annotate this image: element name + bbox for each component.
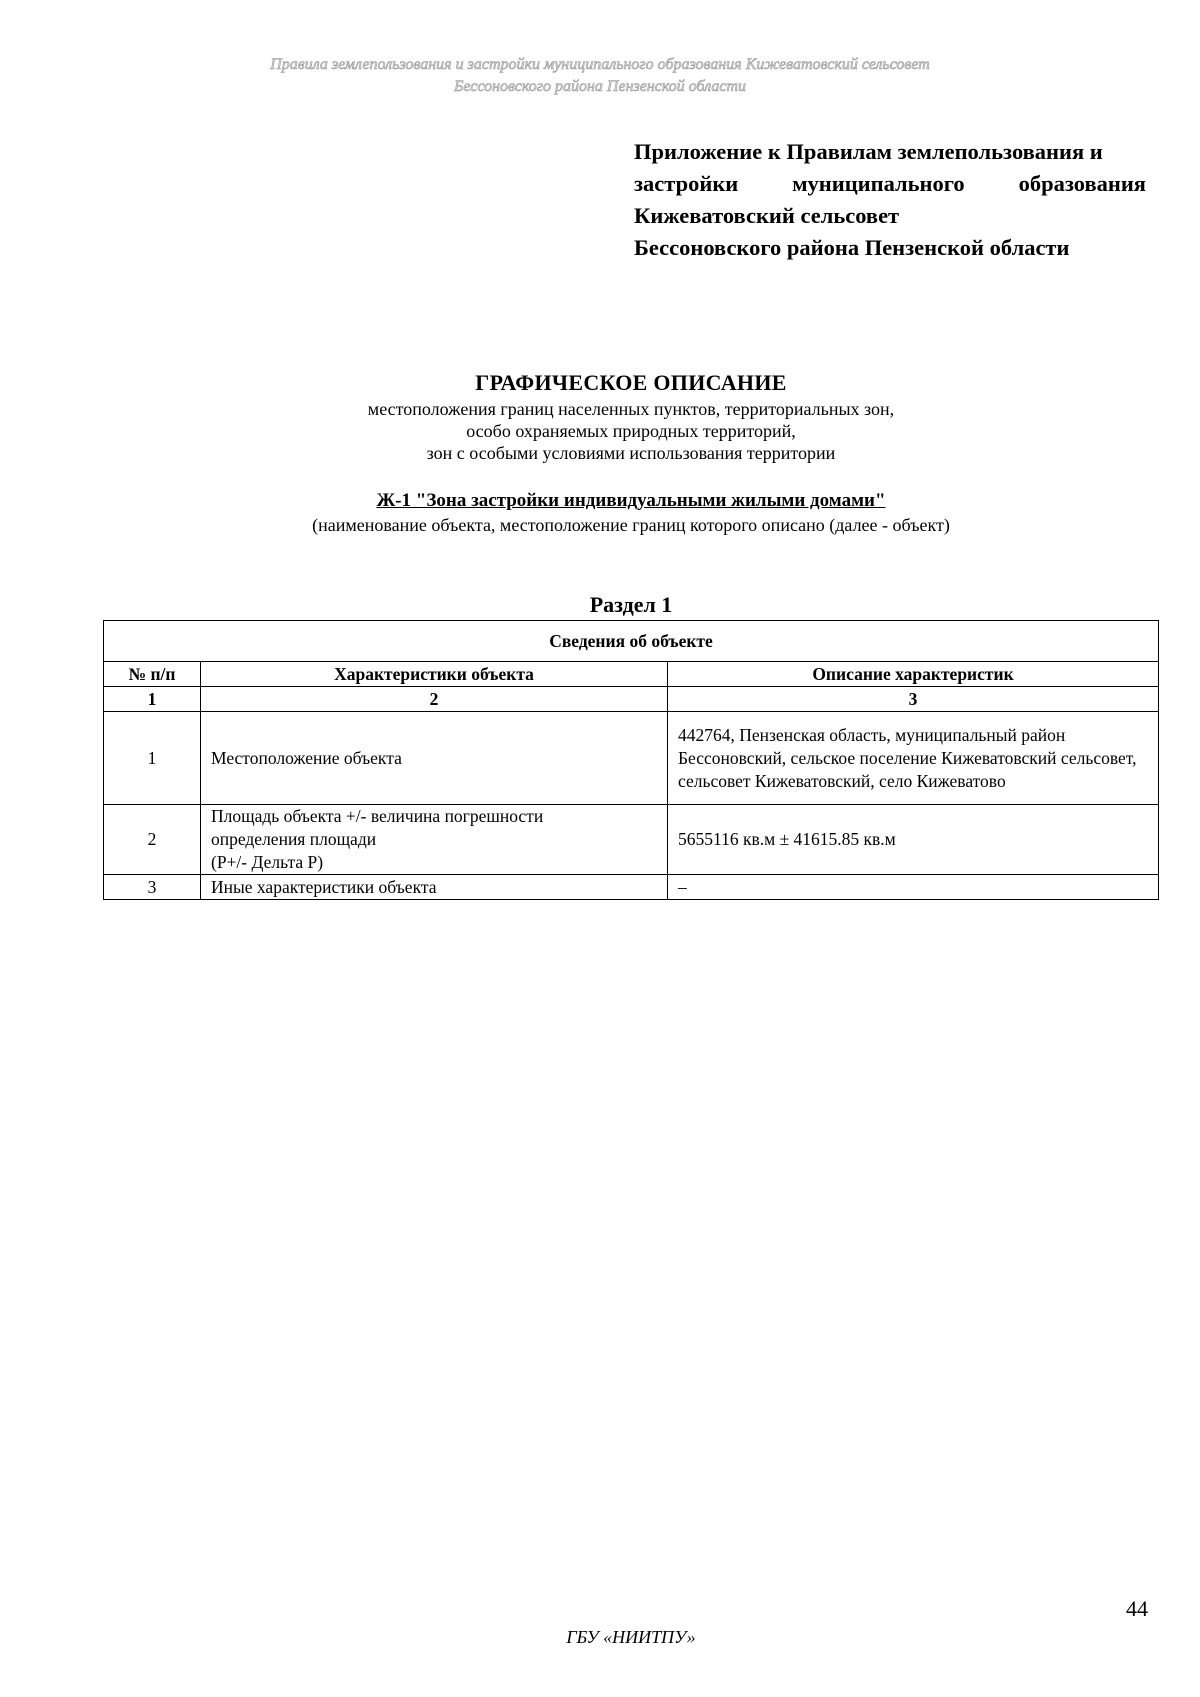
- row-characteristic: Местоположение объекта: [201, 712, 668, 805]
- column-number-3: 3: [668, 687, 1159, 712]
- running-header: [0, 54, 1200, 98]
- appendix-line-2-word-1: застройки: [634, 171, 739, 196]
- section-title: Раздел 1: [589, 592, 673, 617]
- table-header-row: [104, 662, 1159, 687]
- appendix-line-1: Приложение к Правилам землепользования и: [634, 139, 1103, 164]
- column-header-characteristic: Характеристики объекта: [201, 662, 668, 687]
- table-caption: Сведения об объекте: [104, 621, 1159, 662]
- object-caption: (наименование объекта, местоположение границ которого описано (далее - объект): [312, 515, 950, 535]
- column-header-number: № п/п: [104, 662, 201, 687]
- column-header-description: Описание характеристик: [668, 662, 1159, 687]
- row-characteristic: [201, 805, 668, 875]
- column-number-1: 1: [104, 687, 201, 712]
- page-number: 44: [1126, 1596, 1148, 1621]
- table-row: [104, 805, 1159, 875]
- object-info-table: [103, 620, 1159, 900]
- row-characteristic-line-3: (P+/- Дельта P): [211, 852, 324, 872]
- footer: ГБУ «НИИТПУ»: [566, 1627, 696, 1647]
- row-description: 442764, Пензенская область, муниципальный район Бессоновский, сельское поселение Кижеватовский сельсовет, сельсовет Кижеватовский, село Кижеватово: [668, 712, 1159, 805]
- running-header-line-2: Бессоновского района Пензенской области: [453, 78, 747, 95]
- document-title: ГРАФИЧЕСКОЕ ОПИСАНИЕ: [475, 370, 787, 395]
- row-description: –: [668, 875, 1159, 900]
- row-characteristic-line-1: Площадь объекта +/- величина погрешности: [211, 806, 544, 826]
- document-subtitle-line-2: особо охраняемых природных территорий,: [466, 421, 796, 441]
- appendix-line-2: [634, 168, 1146, 200]
- appendix-heading: [634, 136, 1146, 264]
- row-description: 5655116 кв.м ± 41615.85 кв.м: [668, 805, 1159, 875]
- appendix-line-4: Бессоновского района Пензенской области: [634, 235, 1070, 260]
- row-characteristic-line-2: определения площади: [211, 829, 377, 849]
- running-header-line-1: Правила землепользования и застройки муниципального образования Кижеватовский сельсовет: [270, 56, 930, 73]
- document-subtitle-line-3: зон с особыми условиями использования территории: [426, 443, 836, 463]
- appendix-line-3: Кижеватовский сельсовет: [634, 203, 900, 228]
- document-subtitle-line-1: местоположения границ населенных пунктов, территориальных зон,: [367, 399, 895, 419]
- table-row: [104, 875, 1159, 900]
- object-name: Ж-1 "Зона застройки индивидуальными жилыми домами": [376, 490, 886, 511]
- row-number: 2: [104, 805, 201, 875]
- column-number-row: [104, 687, 1159, 712]
- table-caption-row: [104, 621, 1159, 662]
- row-number: 1: [104, 712, 201, 805]
- appendix-line-2-word-3: образования: [1018, 171, 1146, 196]
- document-title-block: [0, 368, 1200, 464]
- table-row: [104, 712, 1159, 805]
- row-characteristic: Иные характеристики объекта: [201, 875, 668, 900]
- column-number-2: 2: [201, 687, 668, 712]
- row-number: 3: [104, 875, 201, 900]
- appendix-line-2-word-2: муниципального: [792, 171, 965, 196]
